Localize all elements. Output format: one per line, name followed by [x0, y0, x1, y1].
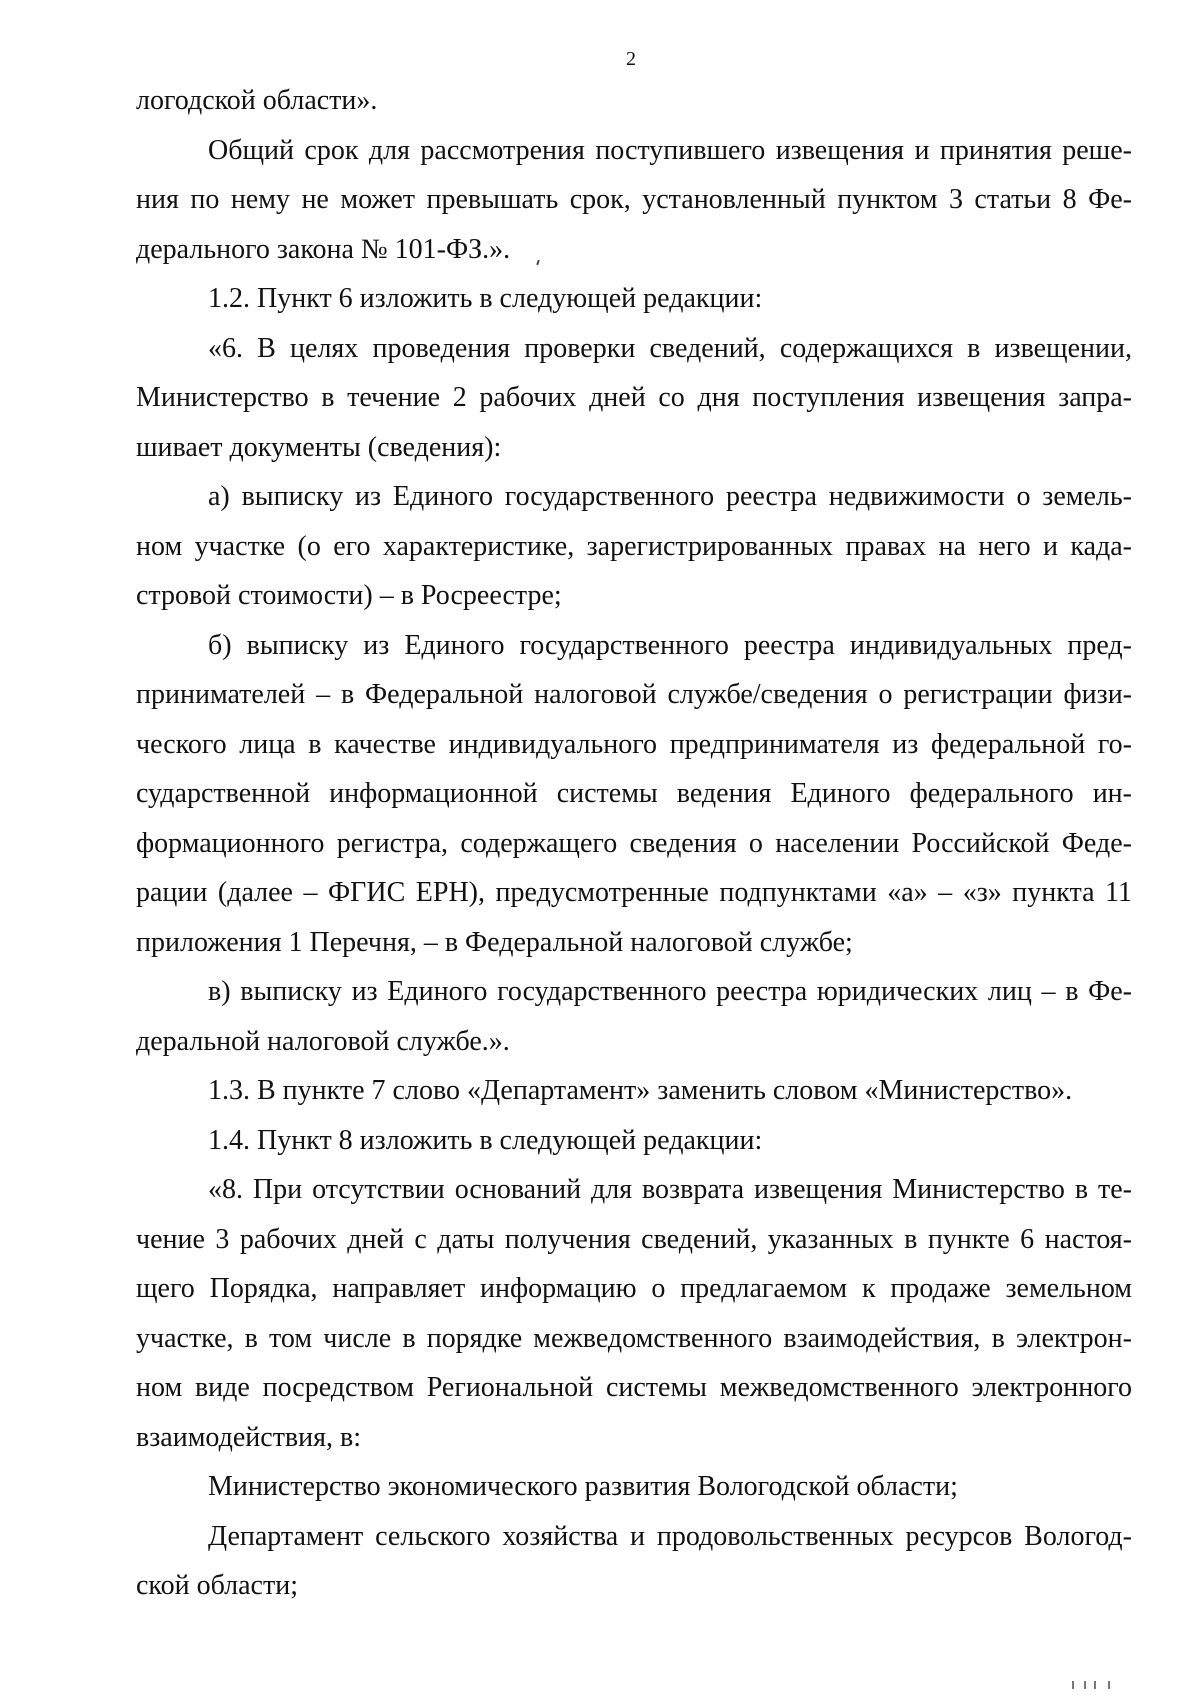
text-line: взаимодействия, в: — [136, 1421, 362, 1453]
paragraph — [136, 967, 1132, 1066]
text-line: стровой стоимости) – в Росреестре; — [136, 580, 562, 611]
paragraph — [136, 1116, 1132, 1166]
paragraph — [136, 76, 1132, 126]
text-line: а) выписку из Единого государственного реестра недвижимости о земель- — [208, 481, 1132, 512]
text-line: ческого лица в качестве индивидуального предпринимателя из федеральной го- — [136, 728, 1132, 760]
text-line: принимателей – в Федеральной налоговой службе/сведения о регистрации физи- — [136, 679, 1132, 710]
text-line: «8. При отсутствии оснований для возврата извещения Министерство в те- — [208, 1174, 1132, 1205]
text-line: Департамент сельского хозяйства и продовольственных ресурсов Вологод- — [208, 1520, 1132, 1552]
text-line: б) выписку из Единого государственного реестра индивидуальных пред- — [208, 629, 1132, 661]
scan-mark — [1072, 1681, 1110, 1689]
text-line: 1.4. Пункт 8 изложить в следующей редакции: — [208, 1124, 763, 1156]
paragraph — [136, 1165, 1132, 1462]
paragraph — [136, 1512, 1132, 1611]
text-line: деральной налоговой службе.». — [136, 1025, 510, 1057]
text-line: Министерство в течение 2 рабочих дней со дня поступления извещения запра- — [136, 382, 1132, 413]
paragraph — [136, 472, 1132, 621]
text-line: Общий срок для рассмотрения поступившего извещения и принятия реше- — [208, 134, 1132, 166]
text-line: формационного регистра, содержащего сведения о населении Российской Феде- — [136, 827, 1132, 859]
paragraph — [136, 274, 1132, 324]
text-line: Министерство экономического развития Вологодской области; — [208, 1471, 958, 1502]
text-line: ния по нему не может превышать срок, установленный пунктом 3 статьи 8 Фе- — [136, 184, 1132, 215]
paragraph — [136, 1462, 1132, 1512]
text-line: «6. В целях проведения проверки сведений, содержащихся в извещении, — [208, 332, 1132, 364]
text-line: 1.3. В пункте 7 слово «Департамент» заменить словом «Министерство». — [208, 1075, 1073, 1106]
text-line: щего Порядка, направляет информацию о предлагаемом к продаже земельном — [136, 1273, 1132, 1304]
text-line: логодской области». — [136, 85, 378, 116]
text-line: ном виде посредством Региональной системы межведомственного электронного — [136, 1372, 1132, 1403]
text-line: участке, в том числе в порядке межведомственного взаимодействия, в электрон- — [136, 1322, 1132, 1354]
text-line: ном участке (о его характеристике, зарегистрированных правах на него и када- — [136, 530, 1132, 562]
text-line: ской области; — [136, 1570, 298, 1601]
paragraph — [136, 324, 1132, 473]
document-body — [136, 76, 1132, 1611]
page-number: 2 — [626, 48, 636, 70]
paragraph — [136, 1066, 1132, 1116]
text-line: 1.2. Пункт 6 изложить в следующей редакции: — [208, 283, 763, 314]
text-line: чение 3 рабочих дней с даты получения сведений, указанных в пункте 6 настоя- — [136, 1223, 1132, 1255]
paragraph — [136, 621, 1132, 968]
text-line: шивает документы (сведения): — [136, 431, 502, 463]
paragraph — [136, 126, 1132, 275]
text-line: приложения 1 Перечня, – в Федеральной налоговой службе; — [136, 926, 853, 958]
text-line: в) выписку из Единого государственного реестра юридических лиц – в Фе- — [208, 976, 1132, 1007]
text-line: дерального закона № 101-ФЗ.». — [136, 233, 511, 265]
text-line: сударственной информационной системы ведения Единого федерального ин- — [136, 778, 1132, 809]
text-line: рации (далее – ФГИС ЕРН), предусмотренные подпунктами «а» – «з» пункта 11 — [136, 877, 1132, 908]
